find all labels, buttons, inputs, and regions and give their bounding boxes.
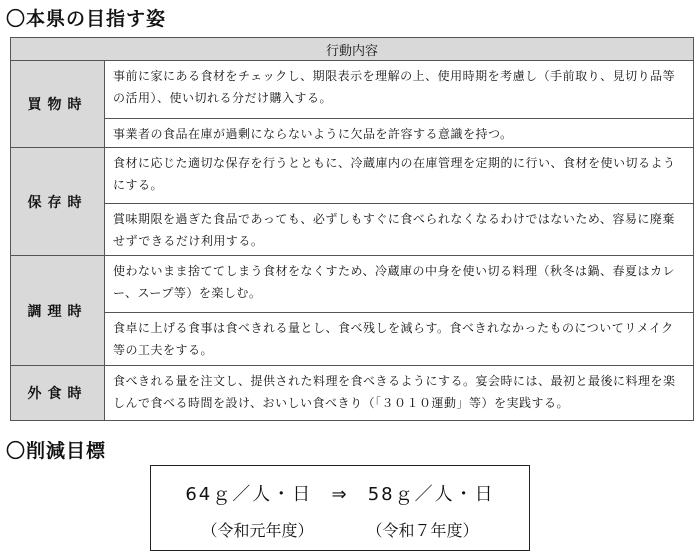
goal-arrow: ⇒ — [331, 484, 349, 505]
action-item: 食べきれる量を注文し、提供された料理を食べきるようにする。宴会時には、最初と最後に料理を楽しんで食べる時間を設け、おいしい食べきり（「３０１０運動」等）を実践する。 — [105, 366, 694, 421]
goal-current: 64ｇ／人・日 — [185, 484, 313, 505]
goal-target: 58ｇ／人・日 — [367, 484, 495, 505]
goal-current-year: （令和元年度） — [201, 521, 314, 540]
category-dining-out: 外食時 — [11, 366, 105, 421]
action-item: 使わないまま捨ててしまう食材をなくすため、冷蔵庫の中身を使い切る料理（秋冬は鍋、春夏はカレー、スープ等）を楽しむ。 — [105, 256, 694, 313]
table-row — [11, 366, 694, 421]
page-heading: 〇本県の目指す姿 — [6, 8, 167, 30]
table-row — [11, 61, 694, 119]
goal-target-year: （令和７年度） — [366, 521, 479, 540]
category-shopping: 買物時 — [11, 61, 105, 148]
section-heading-reduction: 〇削減目標 — [6, 440, 107, 462]
table-row — [11, 119, 694, 148]
table-row — [11, 204, 694, 256]
table-header-row — [11, 38, 694, 61]
action-item: 賞味期限を過ぎた食品であっても、必ずしもすぐに食べられなくなるわけではないため、容易に廃棄せずできるだけ利用する。 — [105, 204, 694, 256]
action-item: 食卓に上げる食事は食べきれる量とし、食べ残しを減らす。食べきれなかったものについてリメイク等の工夫をする。 — [105, 313, 694, 366]
category-cooking: 調理時 — [11, 256, 105, 366]
reduction-goal-box — [150, 465, 530, 551]
table-row — [11, 256, 694, 313]
goal-values — [151, 480, 529, 506]
action-item: 事前に家にある食材をチェックし、期限表示を理解の上、使用時期を考慮し（手前取り、見切り品等の活用）、使い切れる分だけ購入する。 — [105, 61, 694, 119]
table-row — [11, 148, 694, 204]
table-row — [11, 313, 694, 366]
category-storage: 保存時 — [11, 148, 105, 256]
action-table — [10, 37, 694, 421]
action-item: 事業者の食品在庫が過剰にならないように欠品を許容する意識を持つ。 — [105, 119, 694, 148]
table-header: 行動内容 — [11, 38, 694, 61]
action-item: 食材に応じた適切な保存を行うとともに、冷蔵庫内の在庫管理を定期的に行い、食材を使い切るようにする。 — [105, 148, 694, 204]
goal-years — [151, 518, 529, 541]
